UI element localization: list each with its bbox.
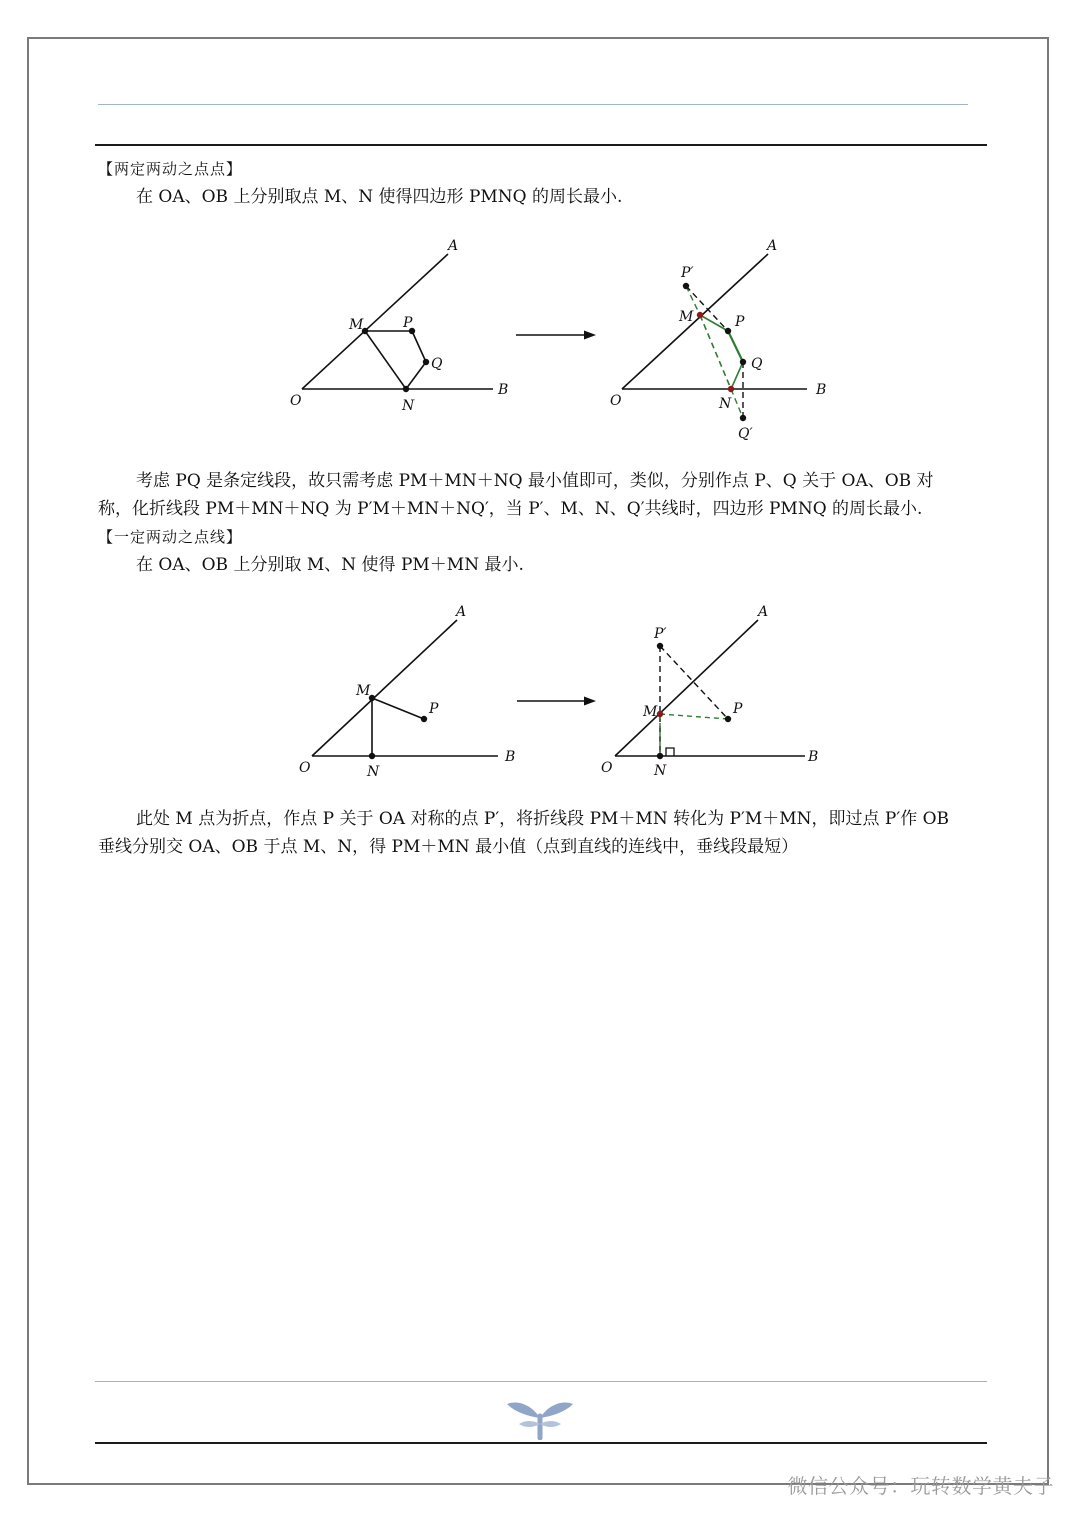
- label-Q-right: Q: [751, 356, 763, 372]
- label-A-right: A: [767, 238, 778, 254]
- fig2-transform-arrow: [517, 697, 596, 706]
- fig2-label-A: A: [456, 604, 467, 620]
- section2-explanation-2: 垂线分别交 OA、OB 于点 M、N，得 PM＋MN 最小值（点到直线的连线中，垂线段最短）: [98, 837, 799, 857]
- label-M-right: M: [679, 309, 694, 325]
- fig2-left-diagram: [299, 604, 515, 780]
- header-rule-black: [95, 144, 987, 146]
- label-B: B: [498, 382, 509, 398]
- fig2-label-M-right: M: [643, 704, 658, 720]
- label-Q: Q: [431, 356, 443, 372]
- fig2-label-P-right: P: [733, 701, 743, 717]
- fig2-label-O: O: [299, 760, 311, 776]
- fig2-label-B: B: [505, 749, 516, 765]
- section2-explanation-1: 此处 M 点为折点，作点 P 关于 OA 对称的点 P′，将折线段 PM＋MN 转化为 P′M＋MN，即过点 P′作 OB: [136, 809, 950, 829]
- tree-sprout-logo-icon: [505, 1398, 575, 1440]
- section1-intro: 在 OA、OB 上分别取点 M、N 使得四边形 PMNQ 的周长最小.: [136, 187, 623, 207]
- section2-intro: 在 OA、OB 上分别取 M、N 使得 PM＋MN 最小.: [136, 555, 524, 575]
- label-Q-prime: Q′: [738, 426, 753, 442]
- label-O: O: [290, 393, 302, 409]
- section1-heading: 【两定两动之点点】: [98, 160, 243, 178]
- label-N-right: N: [719, 396, 732, 412]
- fig2-label-N-right: N: [654, 763, 667, 779]
- fig2-label-O-right: O: [601, 760, 613, 776]
- fig2-label-P-prime: P′: [654, 626, 667, 642]
- footer-rule-blue: [95, 1381, 987, 1382]
- fig1-transform-arrow: [516, 331, 596, 340]
- fig2-label-N: N: [367, 764, 380, 780]
- label-B-right: B: [816, 382, 827, 398]
- fig2-right-diagram: [601, 604, 818, 779]
- figure-2: [280, 598, 840, 783]
- fig2-label-P: P: [429, 701, 439, 717]
- label-A: A: [448, 238, 459, 254]
- figure-1: [280, 232, 840, 447]
- fig2-label-B-right: B: [808, 749, 819, 765]
- fig2-label-A-right: A: [758, 604, 769, 620]
- label-P-prime: P′: [681, 265, 694, 281]
- section2-heading: 【一定两动之点线】: [98, 528, 243, 546]
- fig1-right-diagram: [610, 238, 826, 442]
- label-P-right: P: [735, 314, 745, 330]
- fig2-label-M: M: [356, 683, 371, 699]
- footer-rule-black: [95, 1442, 987, 1444]
- section1-explanation-2: 称，化折线段 PM＋MN＋NQ 为 P′M＋MN＋NQ′，当 P′、M、N、Q′共线时，四边形 PMNQ 的周长最小.: [98, 499, 923, 519]
- label-N: N: [402, 398, 415, 414]
- fig1-left-diagram: [290, 238, 508, 414]
- label-O-right: O: [610, 393, 622, 409]
- label-M: M: [349, 317, 364, 333]
- section1-explanation-1: 考虑 PQ 是条定线段，故只需考虑 PM＋MN＋NQ 最小值即可，类似，分别作点 P、Q 关于 OA、OB 对: [136, 471, 934, 491]
- header-rule-blue: [98, 104, 968, 105]
- footer-watermark: 微信公众号：玩转数学黄夫子: [787, 1474, 1054, 1498]
- label-P: P: [403, 315, 413, 331]
